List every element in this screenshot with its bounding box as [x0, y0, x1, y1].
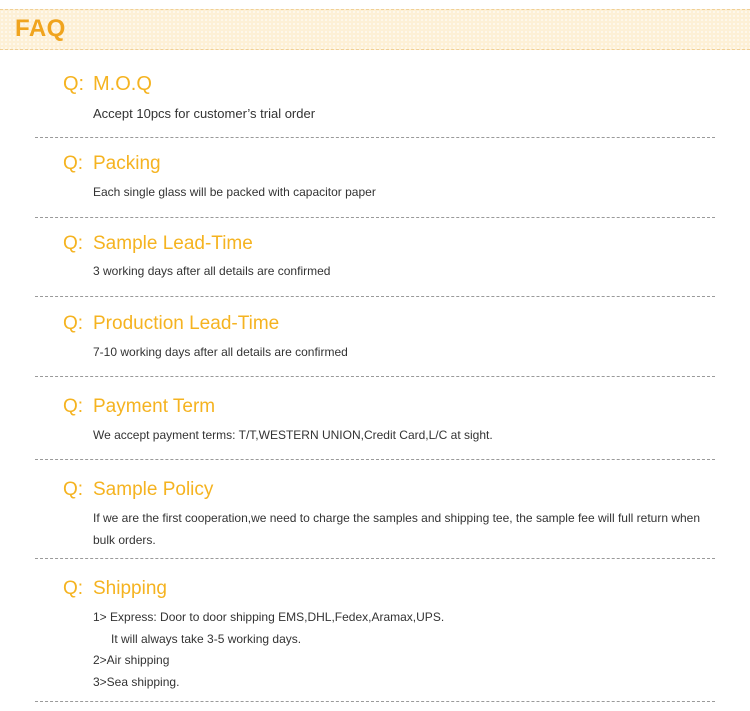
answer-line: 1> Express: Door to door shipping EMS,DHL,Fedex,Aramax,UPS. [93, 610, 445, 624]
question-text: M.O.Q [93, 73, 152, 95]
question-prefix: Q: [63, 153, 84, 174]
question-prefix: Q: [63, 73, 85, 95]
faq-answer [93, 103, 718, 125]
question-prefix: Q: [63, 396, 84, 417]
faq-question [63, 313, 279, 335]
faq-answer [93, 261, 718, 283]
answer-line: It will always take 3-5 working days. [111, 631, 302, 646]
question-prefix: Q: [63, 479, 84, 500]
question-text: Packing [93, 153, 161, 174]
divider [35, 376, 715, 377]
faq-answer [93, 508, 718, 551]
faq-question [63, 479, 213, 501]
answer-line: 7-10 working days after all details are confirmed [93, 345, 348, 359]
question-text: Sample Policy [93, 479, 214, 500]
question-text: Shipping [93, 578, 167, 599]
question-text: Production Lead-Time [93, 313, 280, 334]
faq-question [63, 233, 253, 255]
answer-line: 2>Air shipping [93, 653, 170, 667]
answer-line: If we are the first cooperation,we need to charge the samples and shipping tee, the sample fee will full return when bulk orders. [93, 511, 701, 547]
faq-answer [93, 342, 718, 364]
answer-line: 3 working days after all details are confirmed [93, 264, 331, 278]
answer-line: Each single glass will be packed with capacitor paper [93, 185, 376, 199]
question-prefix: Q: [63, 578, 84, 599]
question-text: Payment Term [93, 396, 216, 417]
faq-header [0, 9, 750, 50]
divider [35, 701, 715, 702]
faq-answer [93, 607, 718, 693]
faq-title: FAQ [15, 15, 66, 42]
question-prefix: Q: [63, 233, 84, 254]
faq-question [63, 396, 215, 418]
faq-question [63, 153, 161, 175]
answer-line: 3>Sea shipping. [93, 674, 180, 689]
question-prefix: Q: [63, 313, 84, 334]
divider [35, 296, 715, 297]
divider [35, 459, 715, 460]
faq-answer [93, 425, 718, 447]
divider [35, 217, 715, 218]
divider [35, 137, 715, 138]
answer-line: Accept 10pcs for customer’s trial order [93, 106, 316, 121]
answer-line: We accept payment terms: T/T,WESTERN UNION,Credit Card,L/C at sight. [93, 428, 493, 442]
faq-question [63, 578, 167, 600]
question-text: Sample Lead-Time [93, 233, 253, 254]
faq-answer [93, 182, 718, 204]
divider [35, 558, 715, 559]
faq-question [63, 73, 152, 95]
